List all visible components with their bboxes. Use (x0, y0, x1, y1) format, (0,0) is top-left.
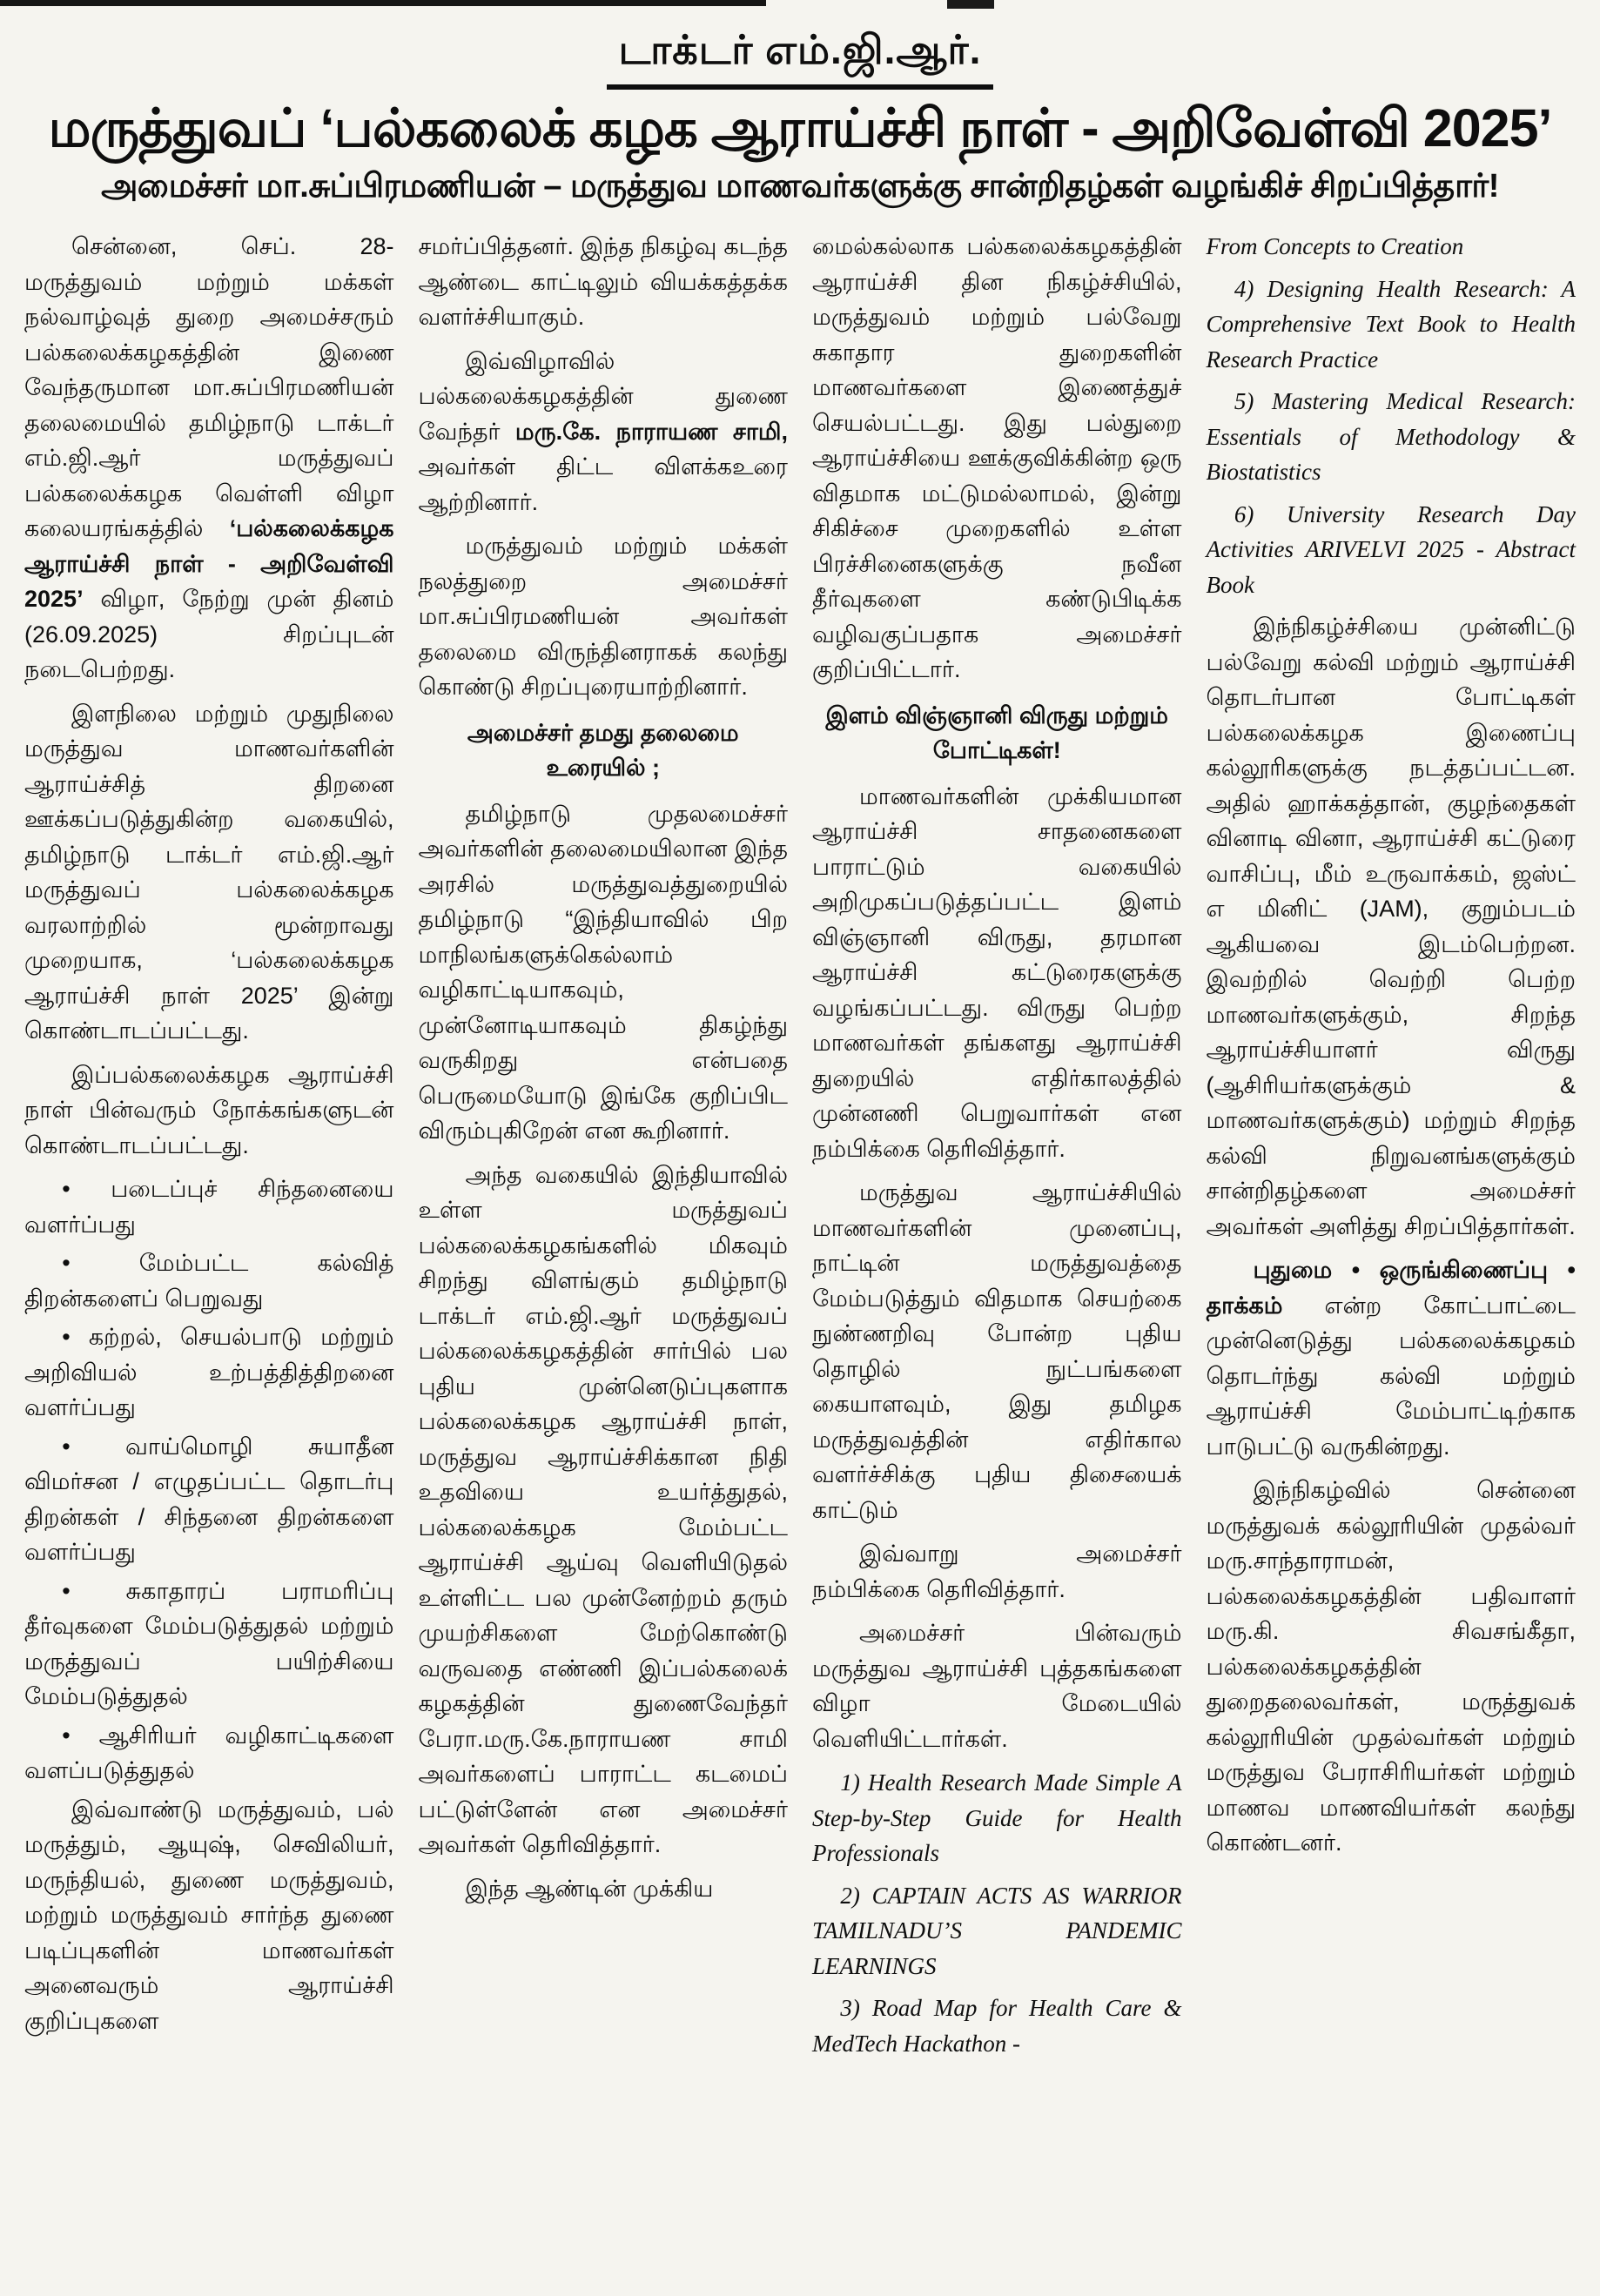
book-list-item (1207, 384, 1576, 490)
text-run: 5) Mastering Medical Research: Essentials of Methodology & Biostatistics (1206, 388, 1576, 486)
paragraph (812, 1536, 1182, 1607)
article-column-4 (1207, 229, 1576, 1870)
kicker-title: டாக்டர் எம்.ஜி.ஆர். (607, 26, 994, 90)
text-run: இளநிலை மற்றும் முதுநிலை மருத்துவ மாணவர்களின் ஆராய்ச்சித் திறனை ஊக்கப்படுத்துகின்ற வகையில், தமிழ்நாடு டாக்டர் எம்.ஜி.ஆர் மருத்துவப் பல்கலைக்கழக வரலாற்றில் மூன்றாவது முறையாக, ‘பல்கலைக்கழக ஆராய்ச்சி நாள் 2025’ இன்று கொண்டாடப்பட்டது. (24, 700, 394, 1044)
paragraph (24, 1792, 394, 2039)
text-run: மருத்துவம் மற்றும் மக்கள் நலத்துறை அமைச்சர் மா.சுப்பிரமணியன் அவர்கள் தலைமை விருந்தினராகக் கலந்து கொண்டு சிறப்புரையாற்றினார். (418, 533, 788, 701)
kicker-row (24, 26, 1576, 90)
text-run: தமிழ்நாடு முதலமைச்சர் அவர்களின் தலைமையிலான இந்த அரசில் மருத்துவத்துறையில் தமிழ்நாடு “இந்தியாவில் பிற மாநிலங்களுக்கெல்லாம் வழிகாட்டியாகவும், முன்னோடியாகவும் திகழ்ந்து வருகிறது என்பதை பெருமையோடு இங்கே குறிப்பிட விரும்புகிறேன் என கூறினார். (418, 800, 788, 1145)
text-run: 2) CAPTAIN ACTS AS WARRIOR TAMILNADU’S PANDEMIC LEARNINGS (812, 1882, 1182, 1979)
text-run: இவ்வாண்டு மருத்துவம், பல் மருத்தும், ஆயுஷ், செவிலியர், மருந்தியல், துணை மருத்துவம், மற்றும் மருத்துவம் சார்ந்த துணை படிப்புகளின் மாணவர்கள் அனைவரும் ஆராய்ச்சி குறிப்புகளை (24, 1796, 394, 2034)
paragraph (419, 1158, 789, 1863)
bullet-item (24, 1245, 394, 1316)
bullet-item (24, 1171, 394, 1242)
bullet-item (24, 1574, 394, 1715)
text-run: 3) Road Map for Health Care & MedTech Hackathon - (812, 1995, 1182, 2057)
text-run: • வாய்மொழி சுயாதீன விமர்சன / எழுதப்பட்ட தொடர்பு திறன்கள் / சிந்தனை திறன்களை வளர்ப்பது (24, 1433, 394, 1566)
article-column-2 (419, 229, 789, 1915)
text-run: இவ்விழாவில் பல்கலைக்கழகத்தின் துணை வேந்தர் (418, 347, 788, 445)
text-run: இந்நிகழ்வில் சென்னை மருத்துவக் கல்லூரியின் முதல்வர் மரு.சாந்தாராமன், பல்கலைக்கழகத்தின் பதிவாளர் மரு.கி. சிவசங்கீதா, பல்கலைக்கழகத்தின் துறைதலைவர்கள், மருத்துவக் கல்லூரியின் முதல்வர்கள் மற்றும் மருத்துவ பேராசிரியர்கள் மற்றும் மாணவ மாணவியர்கள் கலந்து கொண்டனர். (1206, 1477, 1576, 1856)
text-run: 6) University Research Day Activities ARIVELVI 2025 - Abstract Book (1206, 500, 1576, 598)
text-run: இந்நிகழ்ச்சியை முன்னிட்டு பல்வேறு கல்வி மற்றும் ஆராய்ச்சி தொடர்பான போட்டிகள் பல்கலைக்கழக இணைப்பு கல்லூரிகளுக்கு நடத்தப்பட்டன. அதில் ஹாக்கத்தான், குழந்தைகள் வினாடி வினா, ஆராய்ச்சி கட்டுரை வாசிப்பு, மீம் உருவாக்கம், ஜஸ்ட் எ மினிட் (JAM), குறும்படம் ஆகியவை இடம்பெற்றன. இவற்றில் வெற்றி பெற்ற மாணவர்களுக்கும், சிறந்த ஆராய்ச்சியாளர் விருது (ஆசிரியர்களுக்கும் & மாணவர்களுக்கும்) மற்றும் சிறந்த கல்வி நிறுவனங்களுக்கும் சான்றிதழ்களை அமைச்சர் அவர்கள் அளித்து சிறப்பித்தார்கள். (1206, 614, 1576, 1239)
paragraph (1207, 1252, 1576, 1464)
text-run: இந்த ஆண்டின் முக்கிய (465, 1875, 714, 1902)
text-run: இவ்வாறு அமைச்சர் நம்பிக்கை தெரிவித்தார். (812, 1541, 1182, 1602)
paragraph (24, 696, 394, 1049)
text-run: விழா, நேற்று முன் தினம் (26.09.2025) சிறப்புடன் நடைபெற்றது. (24, 586, 394, 683)
bullet-item (24, 1429, 394, 1570)
text-run: என்ற கோட்பாட்டை முன்னெடுத்து பல்கலைக்கழகம் தொடர்ந்து கல்வி மற்றும் ஆராய்ச்சி மேம்பாட்டிற்காக பாடுபட்டு வருகின்றது. (1206, 1292, 1576, 1460)
scan-edge-bar (0, 0, 766, 6)
article-body (24, 229, 1576, 2068)
paragraph (1207, 1473, 1576, 1861)
book-list-item (812, 1765, 1182, 1871)
text-run: மாணவர்களின் முக்கியமான ஆராய்ச்சி சாதனைகளை பாராட்டும் வகையில் அறிமுகப்படுத்தப்பட்ட இளம் விஞ்ஞானி விருது, தரமான ஆராய்ச்சி கட்டுரைகளுக்கு வழங்கப்பட்டது. விருது பெற்ற மாணவர்கள் தங்களது ஆராய்ச்சி துறையில் எதிர்காலத்தில் முன்னணி பெறுவார்கள் என நம்பிக்கை தெரிவித்தார். (812, 782, 1182, 1162)
article-column-3 (812, 229, 1182, 2068)
bullet-item (24, 1319, 394, 1426)
paragraph (24, 1057, 394, 1164)
book-list-item-continuation (1207, 229, 1576, 265)
text-run: சமர்ப்பித்தனர். இந்த நிகழ்வு கடந்த ஆண்டை காட்டிலும் வியக்கத்தக்க வளர்ச்சியாகும். (418, 233, 788, 331)
text-run: அந்த வகையில் இந்தியாவில் உள்ள மருத்துவப் பல்கலைக்கழகங்களில் மிகவும் சிறந்து விளங்கும் தமிழ்நாடு டாக்டர் எம்.ஜி.ஆர் மருத்துவப் பல்கலைக்கழகத்தின் சார்பில் பல புதிய முன்னெடுப்புகளாக பல்கலைக்கழக ஆராய்ச்சி நாள், மருத்துவ ஆராய்ச்சிக்கான நிதி உதவியை உயர்த்துதல், பல்கலைக்கழக மேம்பட்ட ஆராய்ச்சி ஆய்வு வெளியிடுதல் உள்ளிட்ட பல முன்னேற்றம் தரும் முயற்சிகளை மேற்கொண்டு வருவதை எண்ணி இப்பல்கலைக் கழகத்தின் துணைவேந்தர் பேரா.மரு.கே.நாராயண சாமி அவர்களைப் பாராட்ட கடமைப் பட்டுள்ளேன் என அமைச்சர் அவர்கள் தெரிவித்தார். (418, 1161, 788, 1858)
paragraph (812, 1175, 1182, 1527)
text-run: 1) Health Research Made Simple A Step-by-Step Guide for Health Professionals (812, 1769, 1182, 1867)
text-run: From Concepts to Creation (1206, 233, 1464, 260)
main-headline: மருத்துவப் ‘பல்கலைக் கழக ஆராய்ச்சி நாள் - அறிவேள்வி 2025’ (48, 98, 1552, 158)
text-run: இளம் விஞ்ஞானி விருது மற்றும் போட்டிகள்! (825, 702, 1169, 764)
text-run: மருத்துவ ஆராய்ச்சியில் மாணவர்களின் முனைப்பு, நாட்டின் மருத்துவத்தை மேம்படுத்தும் விதமாக செயற்கை நுண்ணறிவு போன்ற புதிய தொழில் நுட்பங்களை கையாளவும், இது தமிழக மருத்துவத்தின் எதிர்கால வளர்ச்சிக்கு புதிய திசையைக் காட்டும் (812, 1179, 1182, 1523)
sub-headline: அமைச்சர் மா.சுப்பிரமணியன் – மருத்துவ மாணவர்களுக்கு சான்றிதழ்கள் வழங்கிச் சிறப்பித்தார்! (101, 168, 1499, 205)
text-run: • கற்றல், செயல்பாடு மற்றும் அறிவியல் உற்பத்தித்திறனை வளர்ப்பது (24, 1324, 394, 1421)
paragraph-continuation (812, 229, 1182, 688)
paragraph (24, 229, 394, 688)
paragraph (419, 796, 789, 1149)
paragraph-continuation (419, 229, 789, 335)
paragraph (419, 1871, 789, 1907)
section-heading (812, 698, 1182, 769)
book-list-item (1207, 272, 1576, 378)
bold-text-run: மரு.கே. நாராயண சாமி, (514, 418, 789, 445)
bullet-item (24, 1718, 394, 1789)
text-run: • ஆசிரியர் வழிகாட்டிகளை வளப்படுத்துதல் (24, 1722, 394, 1784)
paragraph (812, 779, 1182, 1167)
text-run: • மேம்பட்ட கல்வித் திறன்களைப் பெறுவது (24, 1250, 394, 1312)
scan-edge-mark (947, 0, 994, 9)
section-heading (419, 715, 789, 786)
book-list-item (812, 1991, 1182, 2061)
text-run: • படைப்புச் சிந்தனையை வளர்ப்பது (24, 1176, 394, 1238)
text-run: • சுகாதாரப் பராமரிப்பு தீர்வுகளை மேம்படுத்துதல் மற்றும் மருத்துவப் பயிற்சியை மேம்படுத்துதல் (24, 1577, 394, 1710)
bold-text-run: புதுமை • ஒருங்கிணைப்பு • தாக்கம் (1206, 1257, 1576, 1319)
text-run: இப்பல்கலைக்கழக ஆராய்ச்சி நாள் பின்வரும் நோக்கங்களுடன் கொண்டாடப்பட்டது. (24, 1061, 394, 1158)
text-run: சென்னை, செப். 28- மருத்துவம் மற்றும் மக்கள் நல்வாழ்வுத் துறை அமைச்சரும் பல்கலைக்கழகத்தின் இணை வேந்தருமான மா.சுப்பிரமணியன் தலைமையில் தமிழ்நாடு டாக்டர் எம்.ஜி.ஆர் மருத்துவப் பல்கலைக்கழக வெள்ளி விழா கலையரங்கத்தில் (24, 233, 394, 542)
text-run: அவர்கள் திட்ட விளக்கஉரை ஆற்றினார். (418, 453, 788, 515)
book-list-item (812, 1878, 1182, 1984)
book-list-item (1207, 497, 1576, 603)
paragraph (1207, 609, 1576, 1244)
paragraph (419, 528, 789, 705)
text-run: 4) Designing Health Research: A Comprehensive Text Book to Health Research Practice (1206, 275, 1576, 373)
text-run: அமைச்சர் பின்வரும் மருத்துவ ஆராய்ச்சி புத்தகங்களை விழா மேடையில் வெளியிட்டார்கள். (812, 1620, 1182, 1752)
text-run: அமைச்சர் தமது தலைமை உரையில் ; (467, 719, 739, 782)
bold-text-run: ‘பல்கலைக்கழக ஆராய்ச்சி நாள் - அறிவேள்வி 2025’ (24, 515, 394, 613)
text-run: மைல்கல்லாக பல்கலைக்கழகத்தின் ஆராய்ச்சி தின நிகழ்ச்சியில், மருத்துவம் மற்றும் பல்வேறு சுகாதார துறைகளின் மாணவர்களை இணைத்துச் செயல்பட்டது. இது பல்துறை ஆராய்ச்சியை ஊக்குவிக்கின்ற ஒரு விதமாக மட்டுமல்லாமல், இன்று சிகிச்சை முறைகளில் உள்ள பிரச்சினைகளுக்கு நவீன தீர்வுகளை கண்டுபிடிக்க வழிவகுப்பதாக அமைச்சர் குறிப்பிட்டார். (812, 233, 1182, 683)
paragraph (419, 344, 789, 520)
article-column-1 (24, 229, 394, 2047)
paragraph (812, 1615, 1182, 1756)
